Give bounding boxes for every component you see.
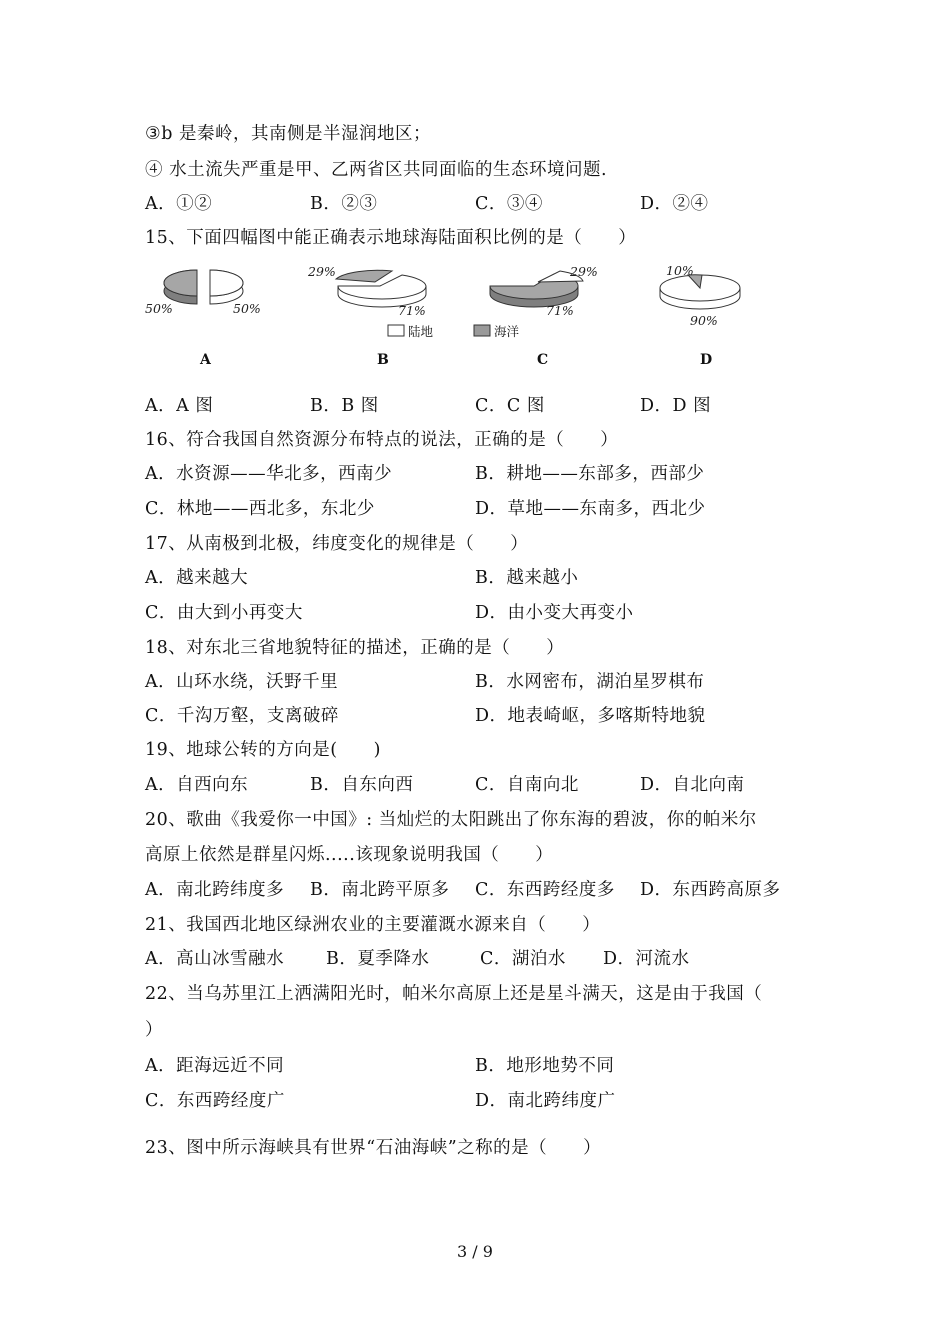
q15-stem: 15、下面四幅图中能正确表示地球海陆面积比例的是（ ）	[145, 228, 637, 248]
q16-option-c[interactable]: C．林地——西北多，东北少	[145, 499, 375, 519]
q17-stem: 17、从南极到北极，纬度变化的规律是（ ）	[145, 534, 529, 554]
pie-b	[307, 264, 426, 368]
q19-option-d[interactable]: D．自北向南	[640, 775, 745, 795]
q16-option-b[interactable]: B．耕地——东部多，西部少	[475, 464, 705, 484]
q22-option-d[interactable]: D．南北跨纬度广	[475, 1091, 616, 1111]
q16-stem: 16、符合我国自然资源分布特点的说法，正确的是（ ）	[145, 430, 619, 450]
q20-option-d[interactable]: D．东西跨高原多	[640, 880, 781, 900]
q22-option-c[interactable]: C．东西跨经度广	[145, 1091, 285, 1111]
pie-b-ocean-pct: 29%	[308, 264, 336, 279]
legend-land-label: 陆地	[408, 324, 434, 339]
figure-legend	[388, 324, 520, 339]
statement-4: ④ 水土流失严重是甲、乙两省区共同面临的生态环境问题.	[145, 160, 608, 180]
pie-c-label: C	[537, 352, 549, 368]
q17-option-d[interactable]: D．由小变大再变小	[475, 603, 634, 623]
q18-stem: 18、对东北三省地貌特征的描述，正确的是（ ）	[145, 638, 565, 658]
q14-option-c[interactable]: C．③④	[475, 194, 543, 214]
pie-d-label: D	[700, 352, 713, 368]
q21-option-d[interactable]: D．河流水	[603, 949, 690, 969]
q19-option-a[interactable]: A．自西向东	[145, 775, 249, 795]
q19-option-b[interactable]: B．自东向西	[310, 775, 414, 795]
q22-option-b[interactable]: B．地形地势不同	[475, 1056, 615, 1076]
legend-land-swatch	[388, 325, 404, 336]
q14-option-d[interactable]: D．②④	[640, 194, 709, 214]
statement-3: ③b 是秦岭，其南侧是半湿润地区；	[145, 124, 431, 144]
q22-option-a[interactable]: A．距海远近不同	[145, 1056, 285, 1076]
pie-a-ocean-pct: 50%	[145, 301, 173, 316]
pie-d	[660, 263, 740, 368]
q22-stem-line2: ）	[145, 1020, 163, 1040]
q19-option-c[interactable]: C．自南向北	[475, 775, 579, 795]
legend-ocean-label: 海洋	[494, 324, 520, 339]
q14-option-a[interactable]: A．①②	[145, 194, 213, 214]
q18-option-a[interactable]: A．山环水绕，沃野千里	[145, 672, 339, 692]
q15-option-c[interactable]: C．C 图	[475, 396, 545, 416]
q20-option-a[interactable]: A．南北跨纬度多	[145, 880, 285, 900]
q18-option-d[interactable]: D．地表崎岖，多喀斯特地貌	[475, 706, 706, 726]
pie-d-land-pct: 90%	[690, 313, 718, 328]
q15-option-b[interactable]: B．B 图	[310, 396, 379, 416]
page-number: 3 / 9	[457, 1242, 493, 1261]
pie-c-land-pct: 29%	[570, 264, 598, 279]
pie-b-land-pct: 71%	[398, 303, 426, 318]
q20-option-b[interactable]: B．南北跨平原多	[310, 880, 450, 900]
pie-c-ocean-pct: 71%	[546, 303, 574, 318]
pie-a	[145, 270, 261, 368]
q20-stem-line2: 高原上依然是群星闪烁.....该现象说明我国（ ）	[145, 845, 554, 865]
legend-ocean-swatch	[474, 325, 490, 336]
pie-d-ocean-pct: 10%	[666, 263, 694, 278]
q20-option-c[interactable]: C．东西跨经度多	[475, 880, 615, 900]
pie-a-land-pct: 50%	[233, 301, 261, 316]
q15-option-d[interactable]: D．D 图	[640, 396, 712, 416]
q16-option-d[interactable]: D．草地——东南多，西北少	[475, 499, 706, 519]
q18-option-c[interactable]: C．千沟万壑，支离破碎	[145, 706, 339, 726]
pie-a-label: A	[200, 352, 211, 368]
pie-b-label: B	[377, 352, 389, 368]
q21-option-a[interactable]: A．高山冰雪融水	[145, 949, 285, 969]
q15-option-a[interactable]: A．A 图	[145, 396, 214, 416]
q18-option-b[interactable]: B．水网密布，湖泊星罗棋布	[475, 672, 705, 692]
q17-option-b[interactable]: B．越来越小	[475, 568, 579, 588]
q21-option-b[interactable]: B．夏季降水	[326, 949, 430, 969]
q17-option-a[interactable]: A．越来越大	[145, 568, 249, 588]
q20-stem-line1: 20、歌曲《我爱你一中国》: 当灿烂的太阳跳出了你东海的碧波，你的帕米尔	[145, 810, 757, 830]
q16-option-a[interactable]: A．水资源——华北多，西南少	[145, 464, 393, 484]
q21-stem: 21、我国西北地区绿洲农业的主要灌溉水源来自（ ）	[145, 915, 601, 935]
q17-option-c[interactable]: C．由大到小再变大	[145, 603, 303, 623]
q19-stem: 19、地球公转的方向是( )	[145, 740, 381, 760]
pie-c	[490, 264, 598, 368]
q21-option-c[interactable]: C．湖泊水	[480, 949, 566, 969]
q22-stem-line1: 22、当乌苏里江上洒满阳光时，帕米尔高原上还是星斗满天，这是由于我国（	[145, 984, 763, 1004]
q23-stem: 23、图中所示海峡具有世界“石油海峡”之称的是（ ）	[145, 1138, 602, 1158]
q14-option-b[interactable]: B．②③	[310, 194, 378, 214]
sea-land-pie-figure	[140, 258, 760, 373]
